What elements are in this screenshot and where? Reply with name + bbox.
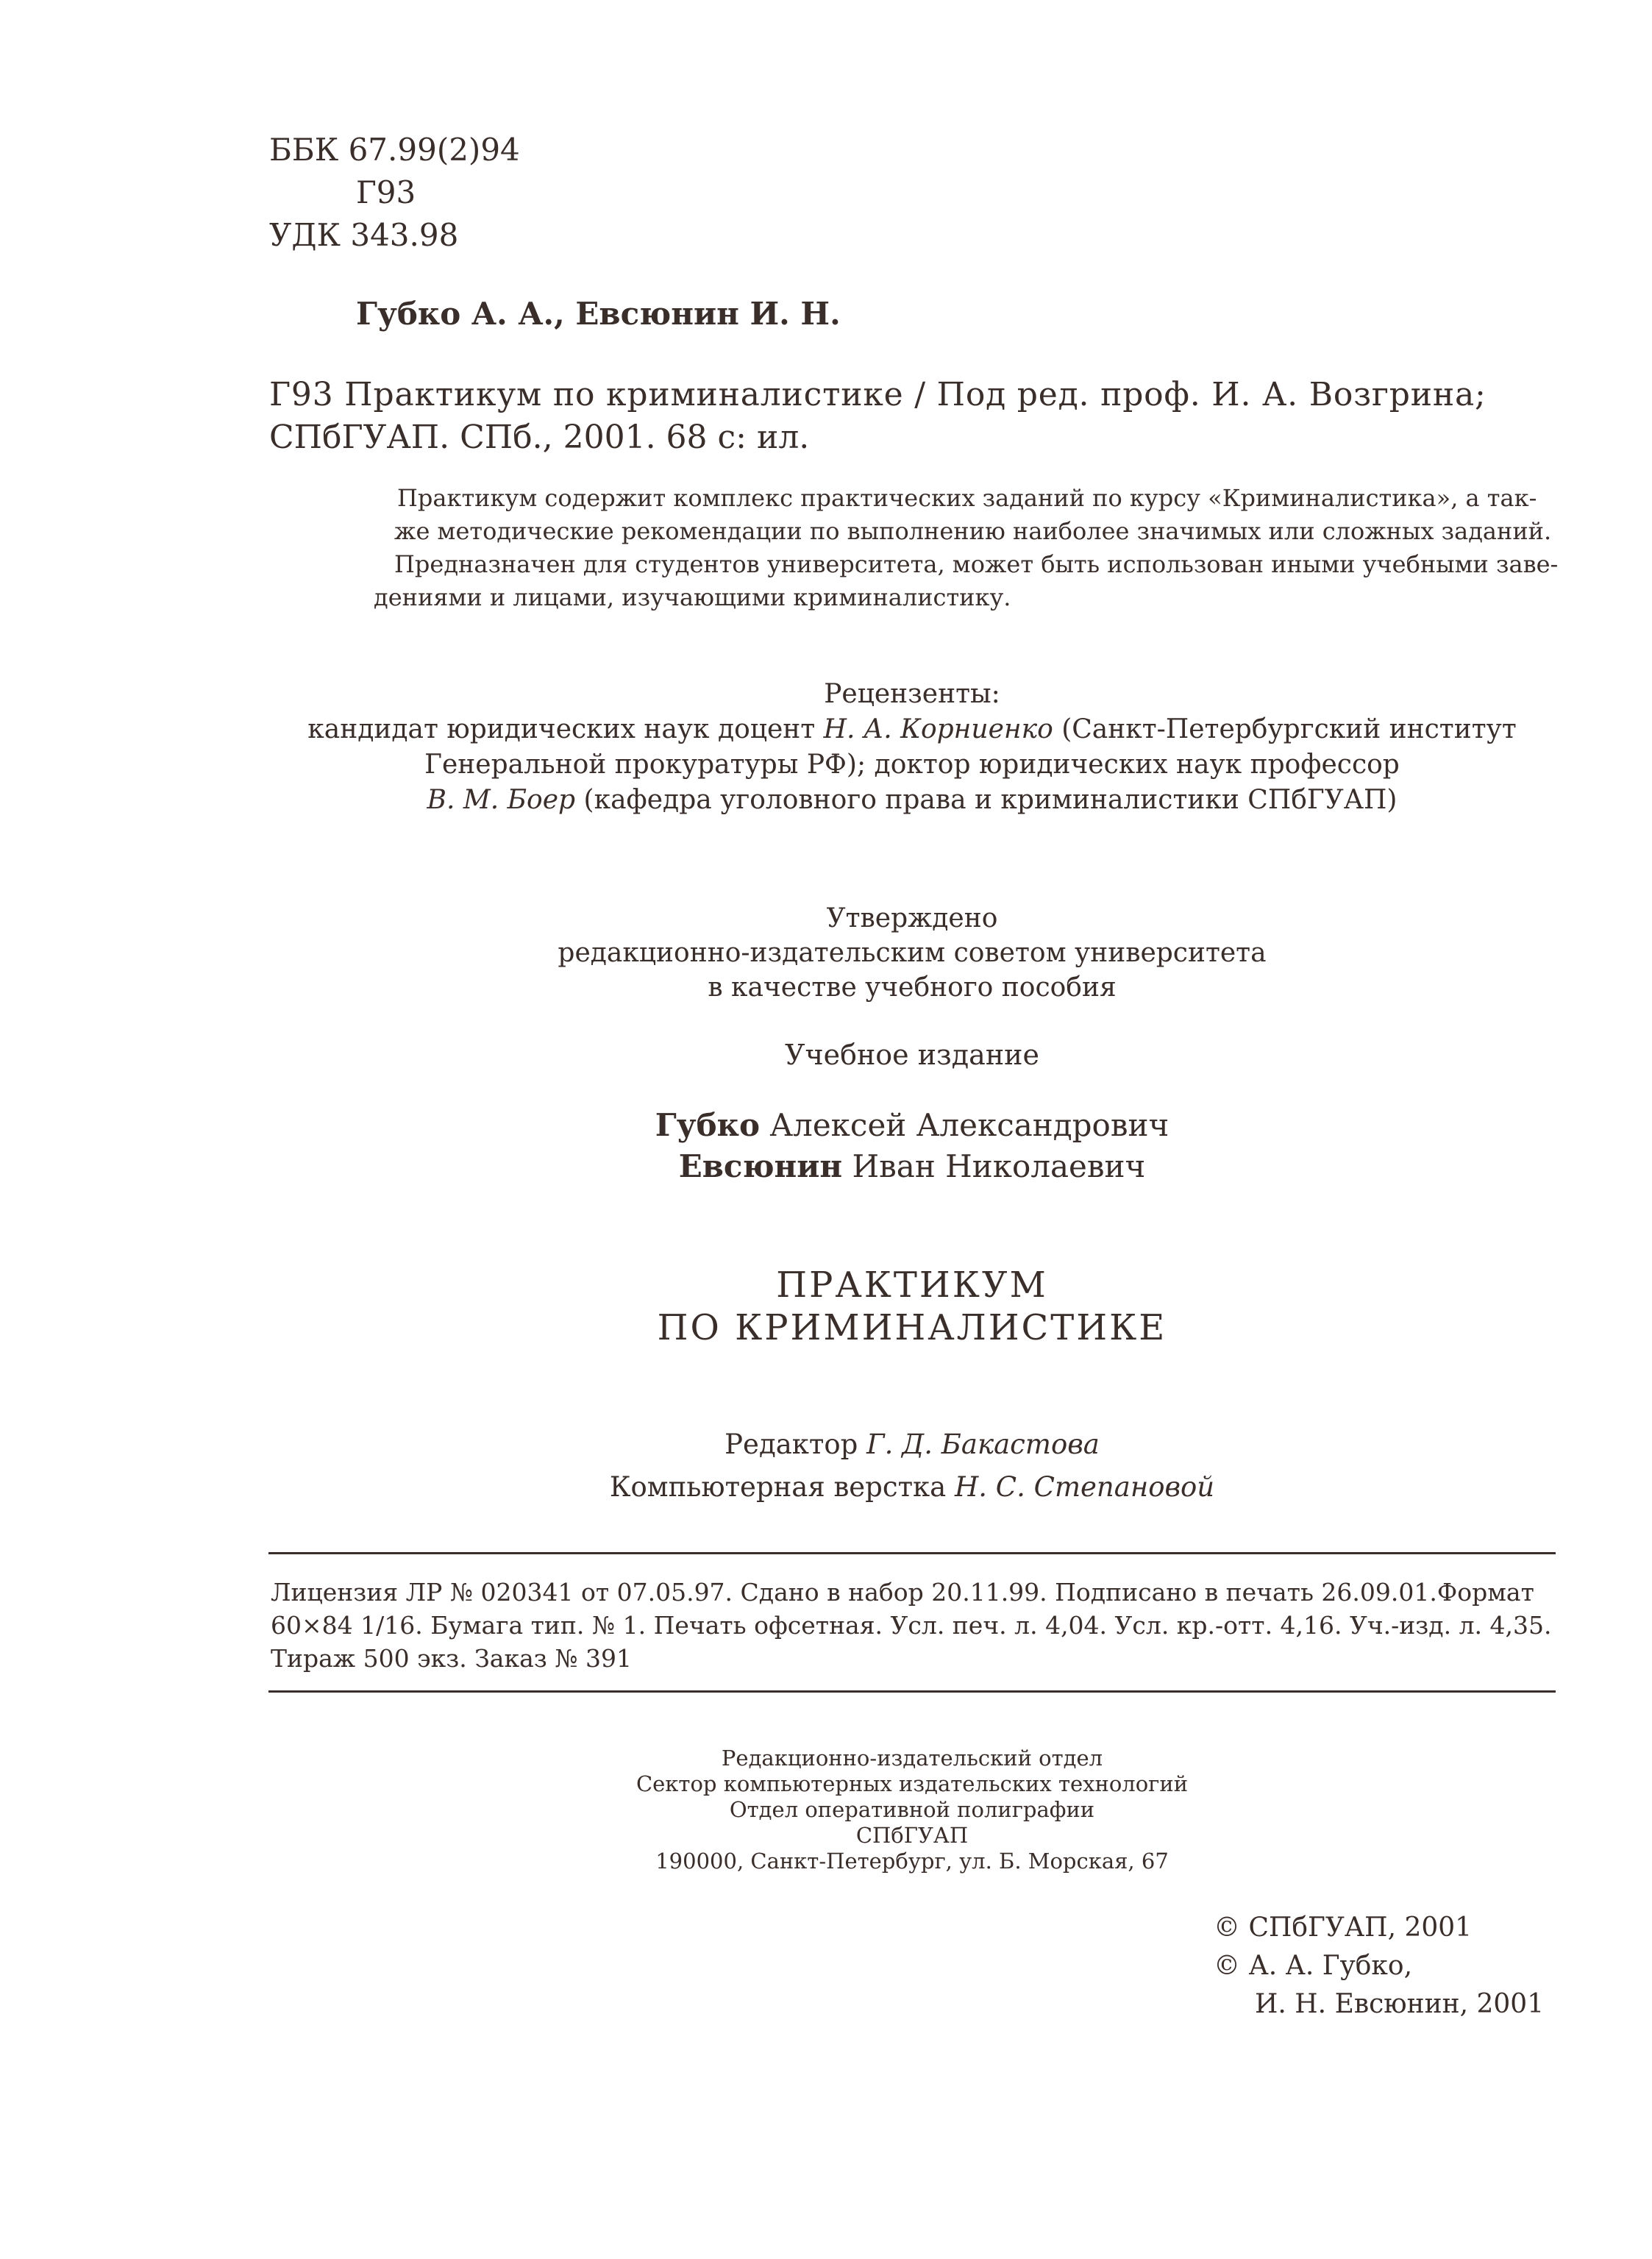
edition-type: Учебное издание bbox=[785, 1039, 1039, 1071]
imprint-line: Лицензия ЛР № 020341 от 07.05.97. Сдано в набор 20.11.99. Подписано в печать 26.09.01.Формат bbox=[271, 1578, 1534, 1607]
approval-block bbox=[268, 901, 1556, 1005]
book-title bbox=[268, 1264, 1556, 1349]
publisher-line: Сектор компьютерных издательских технологий bbox=[635, 1771, 1189, 1796]
book-title-line: ПРАКТИКУМ bbox=[776, 1264, 1048, 1306]
editor-credit: Редактор Г. Д. Бакастова bbox=[724, 1429, 1100, 1460]
authors-line: Губко А. А., Евсюнин И. Н. bbox=[356, 296, 841, 332]
reviewer-name: В. М. Боер bbox=[427, 785, 576, 815]
reviewer-name: Н. А. Корниенко bbox=[823, 714, 1053, 744]
reviewers-block bbox=[268, 677, 1556, 818]
bottom-rule bbox=[268, 1690, 1556, 1693]
full-names-block bbox=[268, 1105, 1556, 1187]
imprint-line: 60×84 1/16. Бумага тип. № 1. Печать офсетная. Усл. печ. л. 4,04. Усл. кр.-отт. 4,16. Уч.-изд. л. 4,35. bbox=[271, 1611, 1552, 1640]
copyright-block bbox=[1214, 1909, 1544, 2024]
reviewers-line: Генеральной прокуратуры РФ); доктор юридических наук профессор bbox=[424, 750, 1400, 780]
abstract-line: дениями и лицами, изучающими криминалистику. bbox=[374, 583, 1011, 611]
bbk-code: ББК 67.99(2)94 bbox=[269, 132, 520, 168]
approval-line: в качестве учебного пособия bbox=[708, 972, 1117, 1003]
publisher-line: СПбГУАП bbox=[855, 1823, 969, 1848]
imprint-block bbox=[271, 1576, 1552, 1675]
approval-line: Утверждено bbox=[826, 903, 998, 933]
copyright-line: © А. А. Губко, bbox=[1214, 1951, 1413, 1981]
reviewers-line: кандидат юридических наук доцент Н. А. Корниенко (Санкт-Петербургский институт bbox=[307, 714, 1517, 744]
copyright-line: © СПбГУАП, 2001 bbox=[1214, 1913, 1473, 1943]
udk-code: УДК 343.98 bbox=[269, 217, 459, 253]
top-rule bbox=[268, 1552, 1556, 1554]
credits-block bbox=[268, 1423, 1556, 1509]
imprint-line: Тираж 500 экз. Заказ № 391 bbox=[271, 1644, 632, 1673]
author-full-name: Губко Алексей Александрович bbox=[655, 1107, 1169, 1143]
layout-credit: Компьютерная верстка Н. С. Степановой bbox=[609, 1471, 1215, 1503]
abstract bbox=[353, 482, 1558, 614]
author-full-name: Евсюнин Иван Николаевич bbox=[678, 1148, 1146, 1184]
abstract-line: же методические рекомендации по выполнению наиболее значимых или сложных заданий. bbox=[394, 517, 1552, 545]
publisher-line: 190000, Санкт-Петербург, ул. Б. Морская, 67 bbox=[655, 1849, 1169, 1874]
copyright-line: И. Н. Евсюнин, 2001 bbox=[1255, 1989, 1545, 2019]
publisher-line: Редакционно-издательский отдел bbox=[721, 1746, 1103, 1771]
bib-record-line-1: Г93 Практикум по криминалистике / Под ред. проф. И. А. Возгрина; bbox=[269, 376, 1487, 413]
approval-line: редакционно-издательским советом университета bbox=[558, 938, 1267, 968]
abstract-line: Предназначен для студентов университета, может быть использован иными учебными заве- bbox=[394, 550, 1559, 578]
bib-record-line-2: СПбГУАП. СПб., 2001. 68 с: ил. bbox=[269, 419, 810, 456]
abstract-line: Практикум содержит комплекс практических заданий по курсу «Криминалистика», а так- bbox=[397, 484, 1537, 512]
author-mark: Г93 bbox=[356, 174, 416, 210]
reviewers-heading: Рецензенты: bbox=[824, 679, 1000, 709]
publisher-line: Отдел оперативной полиграфии bbox=[729, 1797, 1095, 1822]
reviewers-line: В. М. Боер (кафедра уголовного права и криминалистики СПбГУАП) bbox=[427, 785, 1398, 815]
book-title-line: ПО КРИМИНАЛИСТИКЕ bbox=[657, 1307, 1167, 1348]
publisher-block bbox=[268, 1746, 1556, 1874]
